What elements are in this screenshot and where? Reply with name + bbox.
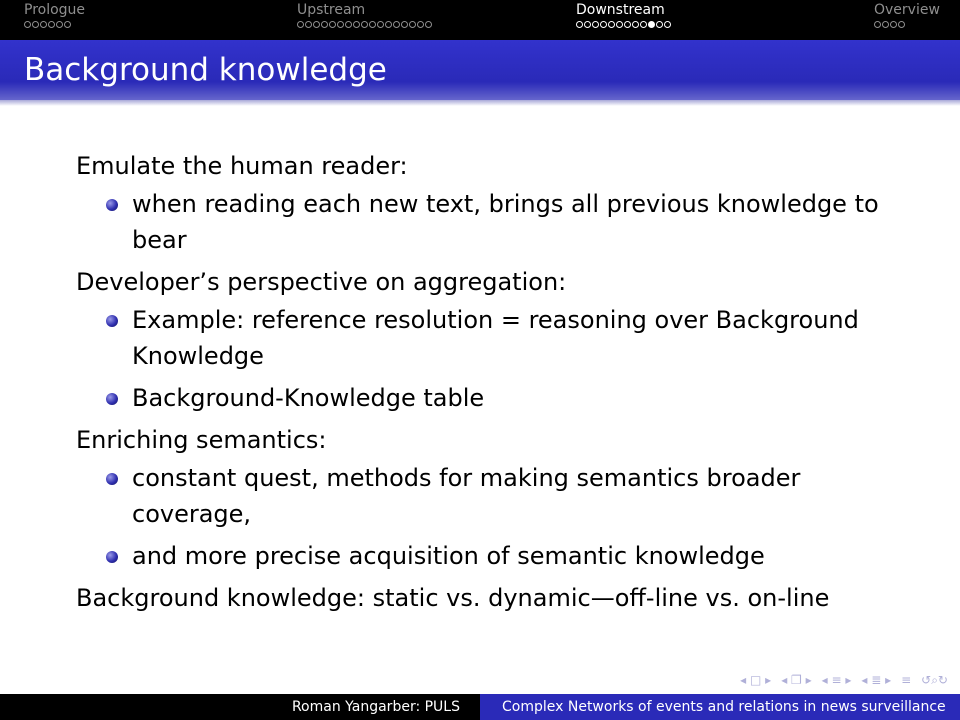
slide-nav-icon[interactable]: ◂ □ ▸ xyxy=(740,673,772,687)
section-navigation-bar xyxy=(0,0,960,40)
block-heading: Emulate the human reader: xyxy=(76,152,408,180)
nav-slide-dot[interactable] xyxy=(656,21,663,28)
bullet-text: Example: reference resolution = reasoning over Background Knowledge xyxy=(132,306,859,370)
bullet-ball-icon xyxy=(106,199,118,211)
nav-section-downstream[interactable] xyxy=(576,2,671,28)
block-heading: Developer’s perspective on aggregation: xyxy=(76,268,567,296)
section-nav-icon[interactable]: ◂ ≣ ▸ xyxy=(861,673,892,687)
slide-content xyxy=(76,148,896,616)
title-shadow xyxy=(0,100,960,106)
block-heading: Enriching semantics: xyxy=(76,426,327,454)
frame-title-bar xyxy=(0,40,960,100)
nav-slide-dot[interactable] xyxy=(664,21,671,28)
nav-slide-dot[interactable] xyxy=(32,21,39,28)
bullet-item xyxy=(76,460,896,532)
nav-slide-dot[interactable] xyxy=(624,21,631,28)
frame-nav-icon[interactable]: ◂ ❐ ▸ xyxy=(781,673,812,687)
search-icon[interactable]: ↺⌕↻ xyxy=(921,672,948,687)
bullet-text: Background-Knowledge table xyxy=(132,384,485,412)
nav-slide-dot[interactable] xyxy=(24,21,31,28)
bullet-item xyxy=(76,538,896,574)
nav-slide-dot[interactable] xyxy=(648,21,655,28)
nav-section-title[interactable]: Overview xyxy=(874,2,940,18)
nav-section-prologue[interactable] xyxy=(24,2,85,28)
block-heading: Background knowledge: static vs. dynamic—off-line vs. on-line xyxy=(76,584,830,612)
bullet-list xyxy=(76,460,896,574)
nav-slide-dot[interactable] xyxy=(592,21,599,28)
nav-slide-dot[interactable] xyxy=(385,21,392,28)
nav-slide-dot[interactable] xyxy=(56,21,63,28)
nav-slide-dot[interactable] xyxy=(890,21,897,28)
nav-slide-dot[interactable] xyxy=(321,21,328,28)
nav-slide-dot[interactable] xyxy=(401,21,408,28)
nav-slide-dots[interactable] xyxy=(576,21,671,28)
nav-section-overview[interactable] xyxy=(874,2,940,28)
nav-slide-dot[interactable] xyxy=(409,21,416,28)
frame-title: Background knowledge xyxy=(24,52,387,88)
bullet-text: constant quest, methods for making semantics broader coverage, xyxy=(132,464,801,528)
nav-slide-dot[interactable] xyxy=(417,21,424,28)
bullet-text: when reading each new text, brings all previous knowledge to bear xyxy=(132,190,879,254)
navigation-symbols xyxy=(740,672,948,688)
nav-slide-dot[interactable] xyxy=(600,21,607,28)
nav-slide-dots[interactable] xyxy=(874,21,940,28)
nav-slide-dot[interactable] xyxy=(345,21,352,28)
nav-section-title[interactable]: Downstream xyxy=(576,2,665,18)
nav-slide-dot[interactable] xyxy=(616,21,623,28)
bullet-text: and more precise acquisition of semantic knowledge xyxy=(132,542,765,570)
nav-slide-dot[interactable] xyxy=(640,21,647,28)
align-icon[interactable]: ≡ xyxy=(901,673,912,687)
nav-section-upstream[interactable] xyxy=(297,2,432,28)
bullet-ball-icon xyxy=(106,393,118,405)
nav-slide-dot[interactable] xyxy=(297,21,304,28)
nav-slide-dot[interactable] xyxy=(337,21,344,28)
nav-slide-dot[interactable] xyxy=(369,21,376,28)
nav-slide-dot[interactable] xyxy=(632,21,639,28)
footer xyxy=(0,694,960,720)
bullet-ball-icon xyxy=(106,551,118,563)
nav-slide-dot[interactable] xyxy=(608,21,615,28)
nav-slide-dot[interactable] xyxy=(425,21,432,28)
bullet-list xyxy=(76,302,896,416)
subsection-nav-icon[interactable]: ◂ ≡ ▸ xyxy=(821,673,852,687)
nav-slide-dot[interactable] xyxy=(584,21,591,28)
nav-slide-dot[interactable] xyxy=(576,21,583,28)
nav-slide-dot[interactable] xyxy=(64,21,71,28)
nav-slide-dot[interactable] xyxy=(898,21,905,28)
nav-slide-dot[interactable] xyxy=(329,21,336,28)
nav-slide-dot[interactable] xyxy=(353,21,360,28)
nav-slide-dots[interactable] xyxy=(297,21,432,28)
nav-slide-dot[interactable] xyxy=(361,21,368,28)
nav-slide-dot[interactable] xyxy=(882,21,889,28)
bullet-item xyxy=(76,186,896,258)
nav-slide-dot[interactable] xyxy=(393,21,400,28)
nav-slide-dot[interactable] xyxy=(313,21,320,28)
bullet-item xyxy=(76,302,896,374)
nav-slide-dots[interactable] xyxy=(24,21,85,28)
footer-author: Roman Yangarber: PULS xyxy=(0,694,480,720)
bullet-ball-icon xyxy=(106,473,118,485)
nav-slide-dot[interactable] xyxy=(377,21,384,28)
bullet-list xyxy=(76,186,896,258)
nav-slide-dot[interactable] xyxy=(40,21,47,28)
nav-slide-dot[interactable] xyxy=(874,21,881,28)
nav-section-title[interactable]: Prologue xyxy=(24,2,86,18)
nav-section-title[interactable]: Upstream xyxy=(297,2,366,18)
bullet-item xyxy=(76,380,896,416)
nav-slide-dot[interactable] xyxy=(305,21,312,28)
footer-talk-title: Complex Networks of events and relations in news surveillance xyxy=(480,694,960,720)
nav-slide-dot[interactable] xyxy=(48,21,55,28)
bullet-ball-icon xyxy=(106,315,118,327)
